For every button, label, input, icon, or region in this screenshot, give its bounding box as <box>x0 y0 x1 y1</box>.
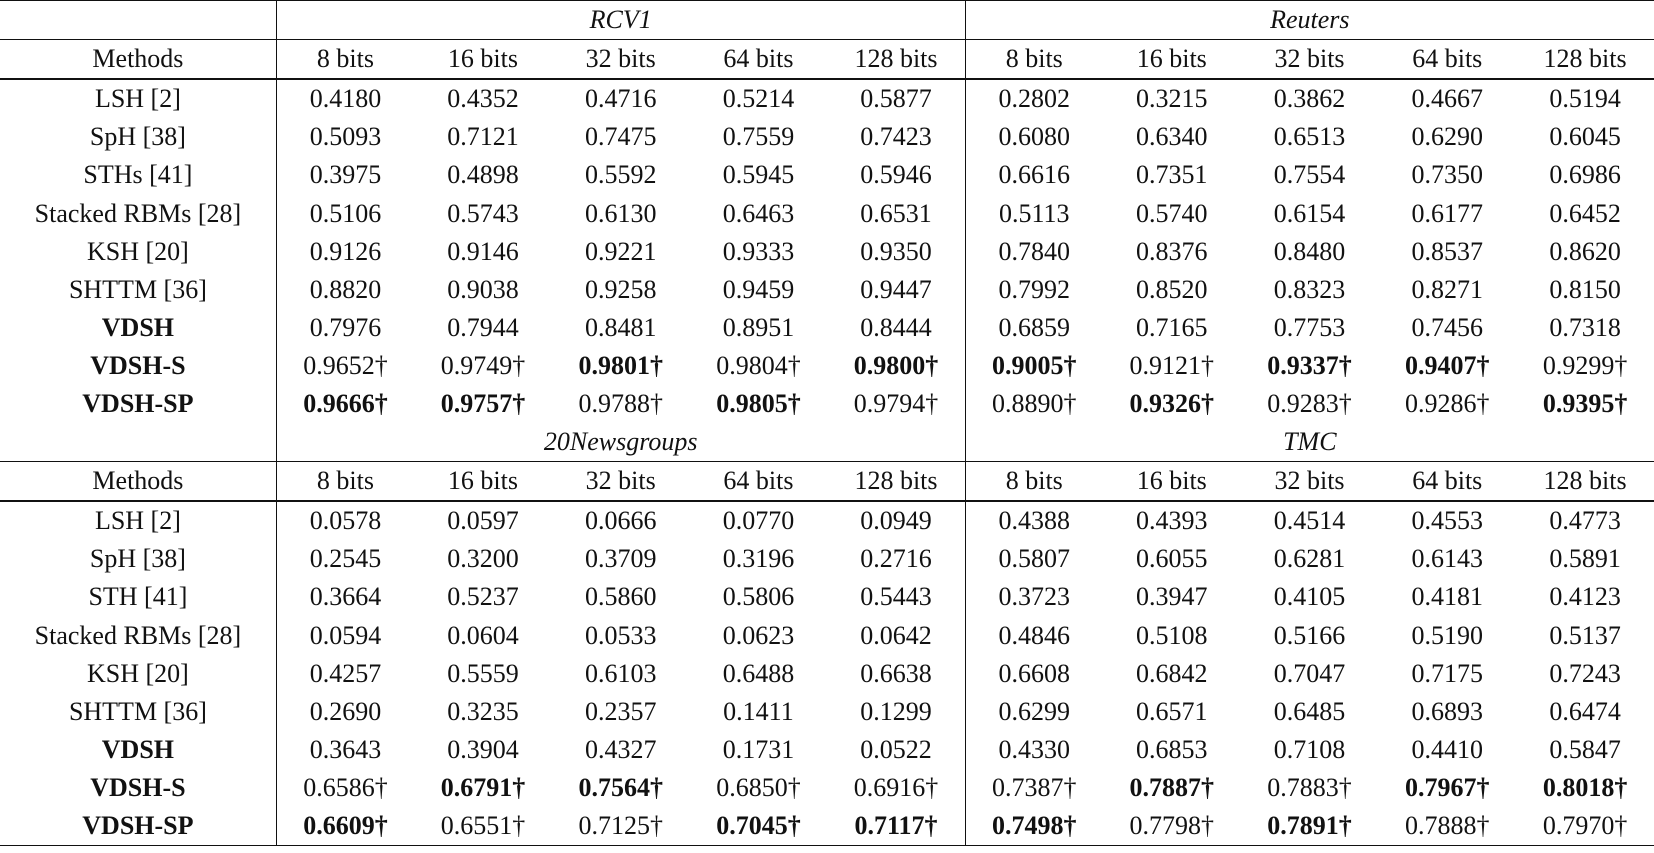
method-name: Stacked RBMs [28] <box>34 198 242 228</box>
score-cell: 0.2357 <box>584 696 657 726</box>
table-row <box>0 769 1654 807</box>
score-cell: 0.0770 <box>722 506 795 536</box>
score-cell: 0.5093 <box>276 118 414 156</box>
bits-header: 64 bits <box>1378 462 1516 502</box>
score-cell: 0.1731 <box>722 734 795 764</box>
score-cell: 0.4410 <box>1411 734 1484 764</box>
score-cell: 0.6609† <box>276 807 414 846</box>
score-cell: 0.3723 <box>965 578 1103 616</box>
bits-header: 16 bits <box>1103 462 1241 502</box>
score-cell: 0.4257 <box>276 655 414 693</box>
dataset-name: TMC <box>965 423 1654 462</box>
score-cell: 0.4180 <box>276 79 414 118</box>
score-cell: 0.4667 <box>1411 84 1484 114</box>
score-cell: 0.6340 <box>1136 122 1208 152</box>
score-cell: 0.7970† <box>1516 807 1654 846</box>
score-cell: 0.6916† <box>853 772 939 802</box>
score-cell: 0.5214 <box>722 84 795 114</box>
score-cell: 0.0604 <box>447 620 519 650</box>
score-cell: 0.6154 <box>1273 198 1346 228</box>
score-cell: 0.6859 <box>965 309 1103 347</box>
score-cell: 0.3200 <box>447 544 519 574</box>
score-cell: 0.6986 <box>1549 160 1621 190</box>
score-cell: 0.5194 <box>1549 84 1621 114</box>
score-cell: 0.6853 <box>1136 734 1208 764</box>
score-cell: 0.7564† <box>578 772 663 802</box>
methods-header: Methods <box>0 462 276 502</box>
bits-header: 128 bits <box>1516 462 1654 502</box>
score-cell: 0.7887† <box>1129 772 1215 802</box>
score-cell: 0.6513 <box>1273 122 1346 152</box>
table-row <box>0 79 1654 118</box>
table-row <box>0 578 1654 616</box>
score-cell: 0.6452 <box>1549 198 1621 228</box>
score-cell: 0.0949 <box>860 506 932 536</box>
score-cell: 0.3904 <box>447 734 519 764</box>
score-cell: 0.5945 <box>722 160 795 190</box>
method-name: VDSH <box>101 312 175 342</box>
score-cell: 0.6290 <box>1411 122 1484 152</box>
score-cell: 0.5740 <box>1136 198 1208 228</box>
table-row <box>0 271 1654 309</box>
score-cell: 0.5877 <box>860 84 932 114</box>
score-cell: 0.5443 <box>860 582 932 612</box>
score-cell: 0.9326† <box>1129 388 1215 418</box>
score-cell: 0.9038 <box>447 274 519 304</box>
bits-header: 32 bits <box>552 40 690 80</box>
score-cell: 0.2545 <box>276 540 414 578</box>
dataset-header-row <box>0 423 1654 462</box>
score-cell: 0.9333 <box>722 236 795 266</box>
table-row <box>0 693 1654 731</box>
score-cell: 0.7351 <box>1136 160 1208 190</box>
score-cell: 0.7554 <box>1273 160 1346 190</box>
score-cell: 0.4773 <box>1549 506 1621 536</box>
score-cell: 0.3235 <box>447 696 519 726</box>
score-cell: 0.8271 <box>1411 274 1484 304</box>
score-cell: 0.5113 <box>965 194 1103 232</box>
score-cell: 0.5137 <box>1549 620 1621 650</box>
score-cell: 0.7318 <box>1549 312 1621 342</box>
score-cell: 0.0597 <box>447 506 519 536</box>
score-cell: 0.6130 <box>584 198 657 228</box>
score-cell: 0.9801† <box>578 350 663 380</box>
score-cell: 0.8150 <box>1549 274 1621 304</box>
score-cell: 0.3975 <box>276 156 414 194</box>
method-name: STHs [41] <box>83 160 193 190</box>
score-cell: 0.8480 <box>1273 236 1346 266</box>
dataset-name: 20Newsgroups <box>276 423 965 462</box>
score-cell: 0.4330 <box>965 731 1103 769</box>
score-cell: 0.3196 <box>722 544 795 574</box>
score-cell: 0.6571 <box>1136 696 1208 726</box>
method-name: STH [41] <box>88 582 188 612</box>
score-cell: 0.9794† <box>853 388 939 418</box>
bits-header: 32 bits <box>1241 40 1379 80</box>
score-cell: 0.7117† <box>827 807 965 846</box>
score-cell: 0.3643 <box>276 731 414 769</box>
method-name: LSH [2] <box>94 506 181 536</box>
dataset-name: RCV1 <box>276 1 965 40</box>
score-cell: 0.9258 <box>584 274 657 304</box>
table-row <box>0 194 1654 232</box>
score-cell: 0.7992 <box>965 271 1103 309</box>
bits-header: 16 bits <box>414 40 552 80</box>
score-cell: 0.6281 <box>1273 544 1346 574</box>
score-cell: 0.7559 <box>722 122 795 152</box>
score-cell: 0.6531 <box>860 198 932 228</box>
score-cell: 0.6850† <box>716 772 801 802</box>
score-cell: 0.8537 <box>1411 236 1484 266</box>
table-row <box>0 385 1654 423</box>
score-cell: 0.6055 <box>1136 544 1208 574</box>
score-cell: 0.4393 <box>1136 506 1208 536</box>
score-cell: 0.8323 <box>1273 274 1346 304</box>
score-cell: 0.7456 <box>1411 312 1484 342</box>
table-row <box>0 540 1654 578</box>
score-cell: 0.9805† <box>716 388 801 418</box>
score-cell: 0.9126 <box>276 233 414 271</box>
score-cell: 0.4123 <box>1549 582 1621 612</box>
score-cell: 0.7387† <box>965 769 1103 807</box>
empty-corner-cell <box>0 1 276 40</box>
score-cell: 0.7944 <box>447 312 519 342</box>
score-cell: 0.6551† <box>414 807 552 846</box>
score-cell: 0.6638 <box>860 658 932 688</box>
score-cell: 0.5166 <box>1273 620 1346 650</box>
score-cell: 0.7121 <box>447 122 519 152</box>
method-name: LSH [2] <box>94 84 181 114</box>
score-cell: 0.5190 <box>1411 620 1484 650</box>
method-name: SHTTM [36] <box>68 696 207 726</box>
score-cell: 0.6299 <box>965 693 1103 731</box>
method-name: KSH [20] <box>86 658 189 688</box>
score-cell: 0.7243 <box>1549 658 1621 688</box>
score-cell: 0.9121† <box>1129 350 1215 380</box>
score-cell: 0.9337† <box>1267 350 1352 380</box>
score-cell: 0.8620 <box>1549 236 1621 266</box>
column-header-row <box>0 462 1654 502</box>
score-cell: 0.4181 <box>1411 582 1484 612</box>
bits-header: 64 bits <box>690 40 828 80</box>
score-cell: 0.9407† <box>1405 350 1490 380</box>
score-cell: 0.7798† <box>1103 807 1241 846</box>
dataset-header-row <box>0 1 1654 40</box>
score-cell: 0.4898 <box>447 160 519 190</box>
score-cell: 0.7108 <box>1273 734 1346 764</box>
score-cell: 0.6488 <box>722 658 795 688</box>
score-cell: 0.5807 <box>965 540 1103 578</box>
bits-header: 32 bits <box>1241 462 1379 502</box>
score-cell: 0.0522 <box>860 734 932 764</box>
score-cell: 0.8520 <box>1136 274 1208 304</box>
score-cell: 0.0642 <box>860 620 932 650</box>
score-cell: 0.4514 <box>1273 506 1346 536</box>
score-cell: 0.8890† <box>965 385 1103 423</box>
bits-header: 32 bits <box>552 462 690 502</box>
score-cell: 0.0578 <box>276 501 414 540</box>
score-cell: 0.0594 <box>276 617 414 655</box>
column-header-row <box>0 40 1654 80</box>
score-cell: 0.7883† <box>1267 772 1352 802</box>
table-row <box>0 617 1654 655</box>
score-cell: 0.8820 <box>276 271 414 309</box>
methods-header: Methods <box>0 40 276 80</box>
method-name: VDSH-SP <box>82 388 194 418</box>
score-cell: 0.0666 <box>584 506 657 536</box>
method-name: SHTTM [36] <box>68 274 207 304</box>
score-cell: 0.7423 <box>860 122 932 152</box>
score-cell: 0.9395† <box>1542 388 1628 418</box>
score-cell: 0.7165 <box>1136 312 1208 342</box>
score-cell: 0.5592 <box>584 160 657 190</box>
score-cell: 0.4846 <box>965 617 1103 655</box>
score-cell: 0.6791† <box>440 772 526 802</box>
score-cell: 0.5559 <box>447 658 519 688</box>
score-cell: 0.9757† <box>440 388 526 418</box>
table-row <box>0 156 1654 194</box>
score-cell: 0.9804† <box>716 350 801 380</box>
bits-header: 8 bits <box>965 40 1103 80</box>
score-cell: 0.5860 <box>584 582 657 612</box>
score-cell: 0.9299† <box>1542 350 1628 380</box>
score-cell: 0.9350 <box>860 236 932 266</box>
results-table-body <box>0 1 1654 846</box>
score-cell: 0.7976 <box>276 309 414 347</box>
score-cell: 0.7350 <box>1411 160 1484 190</box>
score-cell: 0.6586† <box>276 769 414 807</box>
score-cell: 0.2802 <box>965 79 1103 118</box>
score-cell: 0.5891 <box>1549 544 1621 574</box>
score-cell: 0.0623 <box>722 620 795 650</box>
bits-header: 64 bits <box>1378 40 1516 80</box>
score-cell: 0.5108 <box>1136 620 1208 650</box>
bits-header: 8 bits <box>276 40 414 80</box>
score-cell: 0.8018† <box>1542 772 1628 802</box>
score-cell: 0.9459 <box>722 274 795 304</box>
bits-header: 128 bits <box>1516 40 1654 80</box>
score-cell: 0.7475 <box>584 122 657 152</box>
score-cell: 0.5106 <box>276 194 414 232</box>
score-cell: 0.9749† <box>440 350 526 380</box>
score-cell: 0.4352 <box>447 84 519 114</box>
score-cell: 0.0533 <box>584 620 657 650</box>
score-cell: 0.4716 <box>584 84 657 114</box>
score-cell: 0.8951 <box>722 312 795 342</box>
bits-header: 64 bits <box>690 462 828 502</box>
score-cell: 0.9221 <box>584 236 657 266</box>
table-row <box>0 731 1654 769</box>
score-cell: 0.9666† <box>276 385 414 423</box>
score-cell: 0.5743 <box>447 198 519 228</box>
table-row <box>0 309 1654 347</box>
table-row <box>0 347 1654 385</box>
score-cell: 0.1411 <box>723 696 794 726</box>
score-cell: 0.9447 <box>860 274 932 304</box>
table-row <box>0 501 1654 540</box>
bits-header: 16 bits <box>1103 40 1241 80</box>
score-cell: 0.7175 <box>1411 658 1484 688</box>
score-cell: 0.9146 <box>447 236 519 266</box>
score-cell: 0.5806 <box>722 582 795 612</box>
method-name: VDSH-S <box>90 350 186 380</box>
score-cell: 0.9652† <box>276 347 414 385</box>
score-cell: 0.7045† <box>690 807 828 846</box>
score-cell: 0.6616 <box>965 156 1103 194</box>
score-cell: 0.9286† <box>1405 388 1490 418</box>
score-cell: 0.6080 <box>965 118 1103 156</box>
score-cell: 0.1299 <box>860 696 932 726</box>
score-cell: 0.6474 <box>1549 696 1621 726</box>
score-cell: 0.7047 <box>1273 658 1346 688</box>
score-cell: 0.3862 <box>1273 84 1346 114</box>
table-row <box>0 233 1654 271</box>
score-cell: 0.2716 <box>860 544 932 574</box>
score-cell: 0.7125† <box>552 807 690 846</box>
score-cell: 0.7498† <box>965 807 1103 846</box>
score-cell: 0.6485 <box>1273 696 1346 726</box>
score-cell: 0.3664 <box>276 578 414 616</box>
score-cell: 0.6177 <box>1411 198 1484 228</box>
dataset-name: Reuters <box>965 1 1654 40</box>
bits-header: 8 bits <box>965 462 1103 502</box>
score-cell: 0.7753 <box>1273 312 1346 342</box>
method-name: VDSH-S <box>90 772 186 802</box>
empty-corner-cell <box>0 423 276 462</box>
score-cell: 0.9005† <box>965 347 1103 385</box>
score-cell: 0.6893 <box>1411 696 1484 726</box>
score-cell: 0.5946 <box>860 160 932 190</box>
score-cell: 0.9283† <box>1267 388 1352 418</box>
score-cell: 0.7840 <box>965 233 1103 271</box>
score-cell: 0.2690 <box>276 693 414 731</box>
bits-header: 128 bits <box>827 462 965 502</box>
score-cell: 0.3947 <box>1136 582 1208 612</box>
bits-header: 128 bits <box>827 40 965 80</box>
method-name: KSH [20] <box>86 236 189 266</box>
method-name: VDSH <box>101 734 175 764</box>
score-cell: 0.4105 <box>1273 582 1346 612</box>
table-row <box>0 118 1654 156</box>
score-cell: 0.3215 <box>1136 84 1208 114</box>
score-cell: 0.6103 <box>584 658 657 688</box>
score-cell: 0.8444 <box>860 312 932 342</box>
method-name: Stacked RBMs [28] <box>34 620 242 650</box>
score-cell: 0.6045 <box>1549 122 1621 152</box>
score-cell: 0.6143 <box>1411 544 1484 574</box>
score-cell: 0.8376 <box>1136 236 1208 266</box>
table-row <box>0 807 1654 846</box>
score-cell: 0.4553 <box>1411 506 1484 536</box>
score-cell: 0.3709 <box>584 544 657 574</box>
score-cell: 0.7967† <box>1405 772 1490 802</box>
score-cell: 0.8481 <box>584 312 657 342</box>
method-name: SpH [38] <box>89 544 186 574</box>
score-cell: 0.6608 <box>965 655 1103 693</box>
bits-header: 16 bits <box>414 462 552 502</box>
score-cell: 0.7888† <box>1378 807 1516 846</box>
score-cell: 0.6842 <box>1136 658 1208 688</box>
score-cell: 0.4327 <box>584 734 657 764</box>
bits-header: 8 bits <box>276 462 414 502</box>
score-cell: 0.5847 <box>1549 734 1621 764</box>
score-cell: 0.7891† <box>1241 807 1379 846</box>
score-cell: 0.6463 <box>722 198 795 228</box>
score-cell: 0.5237 <box>447 582 519 612</box>
method-name: SpH [38] <box>89 122 186 152</box>
score-cell: 0.4388 <box>965 501 1103 540</box>
score-cell: 0.9788† <box>578 388 663 418</box>
method-name: VDSH-SP <box>0 807 276 846</box>
table-row <box>0 655 1654 693</box>
score-cell: 0.9800† <box>853 350 939 380</box>
